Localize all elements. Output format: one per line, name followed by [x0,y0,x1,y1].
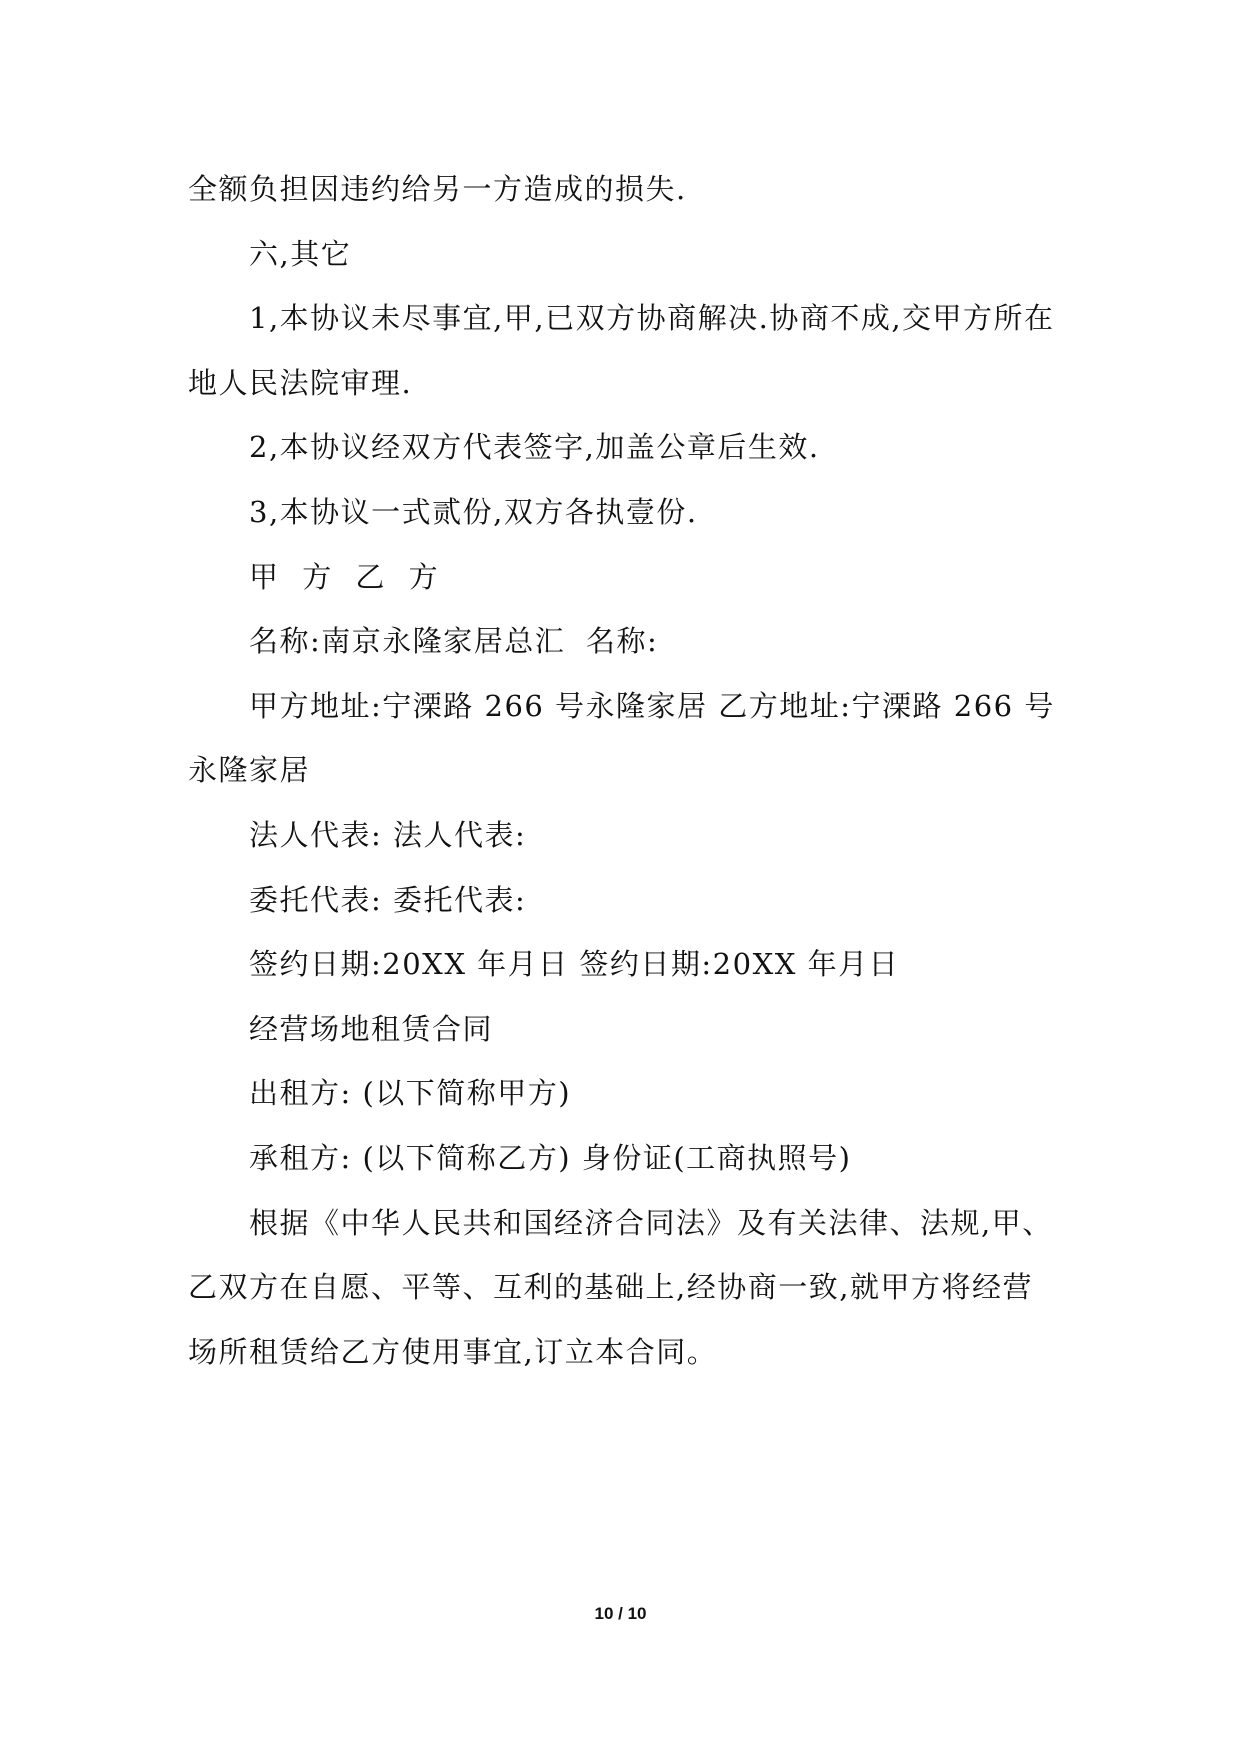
lessee-line: 承租方: (以下简称乙方) 身份证(工商执照号) [249,1140,852,1175]
clause-2: 2,本协议经双方代表签字,加盖公章后生效. [249,430,820,465]
preamble-paragraph: 根据《中华人民共和国经济合同法》及有关法律、法规,甲、乙双方在自愿、平等、互利的基础上,经协商一致,就甲方将经营场所租赁给乙方使用事宜,订立本合同。 [188,1205,1053,1369]
lessor-line: 出租方: (以下简称甲方) [249,1076,572,1111]
party-labels: 甲 方 乙 方 [249,559,440,594]
clause-3: 3,本协议一式贰份,双方各执壹份. [249,494,698,529]
party-names: 名称:南京永隆家居总汇 名称: [249,624,659,659]
contract-title: 经营场地租赁合同 [249,1011,494,1046]
legal-representatives: 法人代表: 法人代表: [249,817,527,852]
page-number: 10 / 10 [594,1604,647,1623]
party-addresses: 甲方地址:宁溧路 266 号永隆家居 乙方地址:宁溧路 266 号永隆家居 [188,688,1055,788]
section-heading-other: 六,其它 [249,236,352,271]
paragraph-continuation: 全额负担因违约给另一方造成的损失. [188,172,687,206]
authorized-representatives: 委托代表: 委托代表: [249,882,527,917]
clause-1: 1,本协议未尽事宜,甲,已双方协商解决.协商不成,交甲方所在地人民法院审理. [188,301,1055,400]
signing-dates: 签约日期:20XX 年月日 签约日期:20XX 年月日 [249,947,900,982]
document-body [188,157,1056,1384]
